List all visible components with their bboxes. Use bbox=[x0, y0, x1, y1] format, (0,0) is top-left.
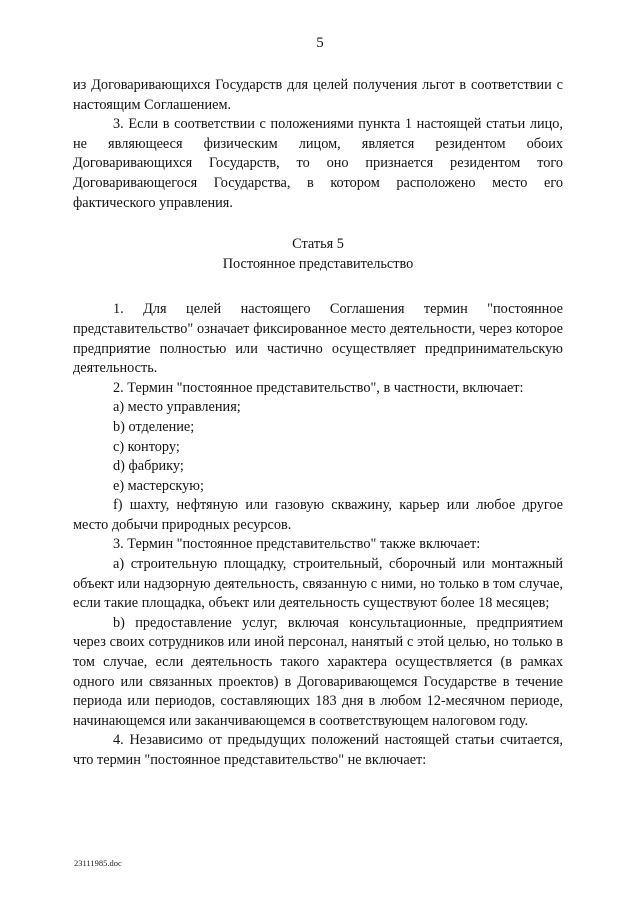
article5-subtitle: Постоянное представительство bbox=[222, 255, 414, 272]
article5-paragraph-1: 1. Для целей настоящего Соглашения термин "постоянное представительство" означает фиксированное место деятельности, через которое предприятие полностью или частично осуществляет предпринимательскую деятельность. bbox=[73, 301, 563, 377]
continuation-paragraph: из Договаривающихся Государств для целей получения льгот в соответствии с настоящим Соглашением. bbox=[73, 77, 563, 113]
article5-paragraph-4: 4. Независимо от предыдущих положений настоящей статьи считается, что термин "постоянное представительство" не включает: bbox=[73, 732, 563, 768]
article5-paragraph-3-intro: 3. Термин "постоянное представительство" также включает: bbox=[113, 536, 481, 553]
article5-item-d: d) фабрику; bbox=[113, 458, 184, 475]
article5-item-c: c) контору; bbox=[113, 438, 180, 455]
document-body bbox=[73, 76, 563, 771]
article5-item-e: e) мастерскую; bbox=[113, 477, 204, 494]
article5-item-b: b) отделение; bbox=[113, 418, 195, 435]
article5-title: Статья 5 bbox=[292, 236, 344, 253]
article5-paragraph-3-b: b) предоставление услуг, включая консультационные, предприятием через своих сотрудников или иной персонал, нанятый с этой целью, но только в том случае, если деятельность такого характера осуществляется (в рамках одного или связанных проектов) в Договаривающемся Государстве в течение периода или периодов, составляющих 183 дня в любом 12-месячном периоде, начинающемся или заканчивающемся в соответствующем налоговом году. bbox=[73, 614, 563, 729]
footer-filename: 23111985.doc bbox=[74, 858, 122, 868]
article5-item-f: f) шахту, нефтяную или газовую скважину, карьер или любое другое место добычи природных ресурсов. bbox=[73, 497, 563, 533]
page-number: 5 bbox=[316, 35, 324, 51]
article4-paragraph-3: 3. Если в соответствии с положениями пункта 1 настоящей статьи лицо, не являющееся физическим лицом, является резидентом обоих Договаривающихся Государств, то оно признается резидентом того Договаривающегося Государства, в котором расположено место его фактического управления. bbox=[73, 116, 563, 211]
article5-item-a: a) место управления; bbox=[113, 399, 241, 416]
article5-paragraph-2-intro: 2. Термин "постоянное представительство", в частности, включает: bbox=[113, 379, 524, 396]
article5-paragraph-3-a: a) строительную площадку, строительный, сборочный или монтажный объект или надзорную деятельность, связанную с ними, но только в том случае, если такие площадка, объект или деятельность существуют более 18 месяцев; bbox=[73, 556, 563, 612]
